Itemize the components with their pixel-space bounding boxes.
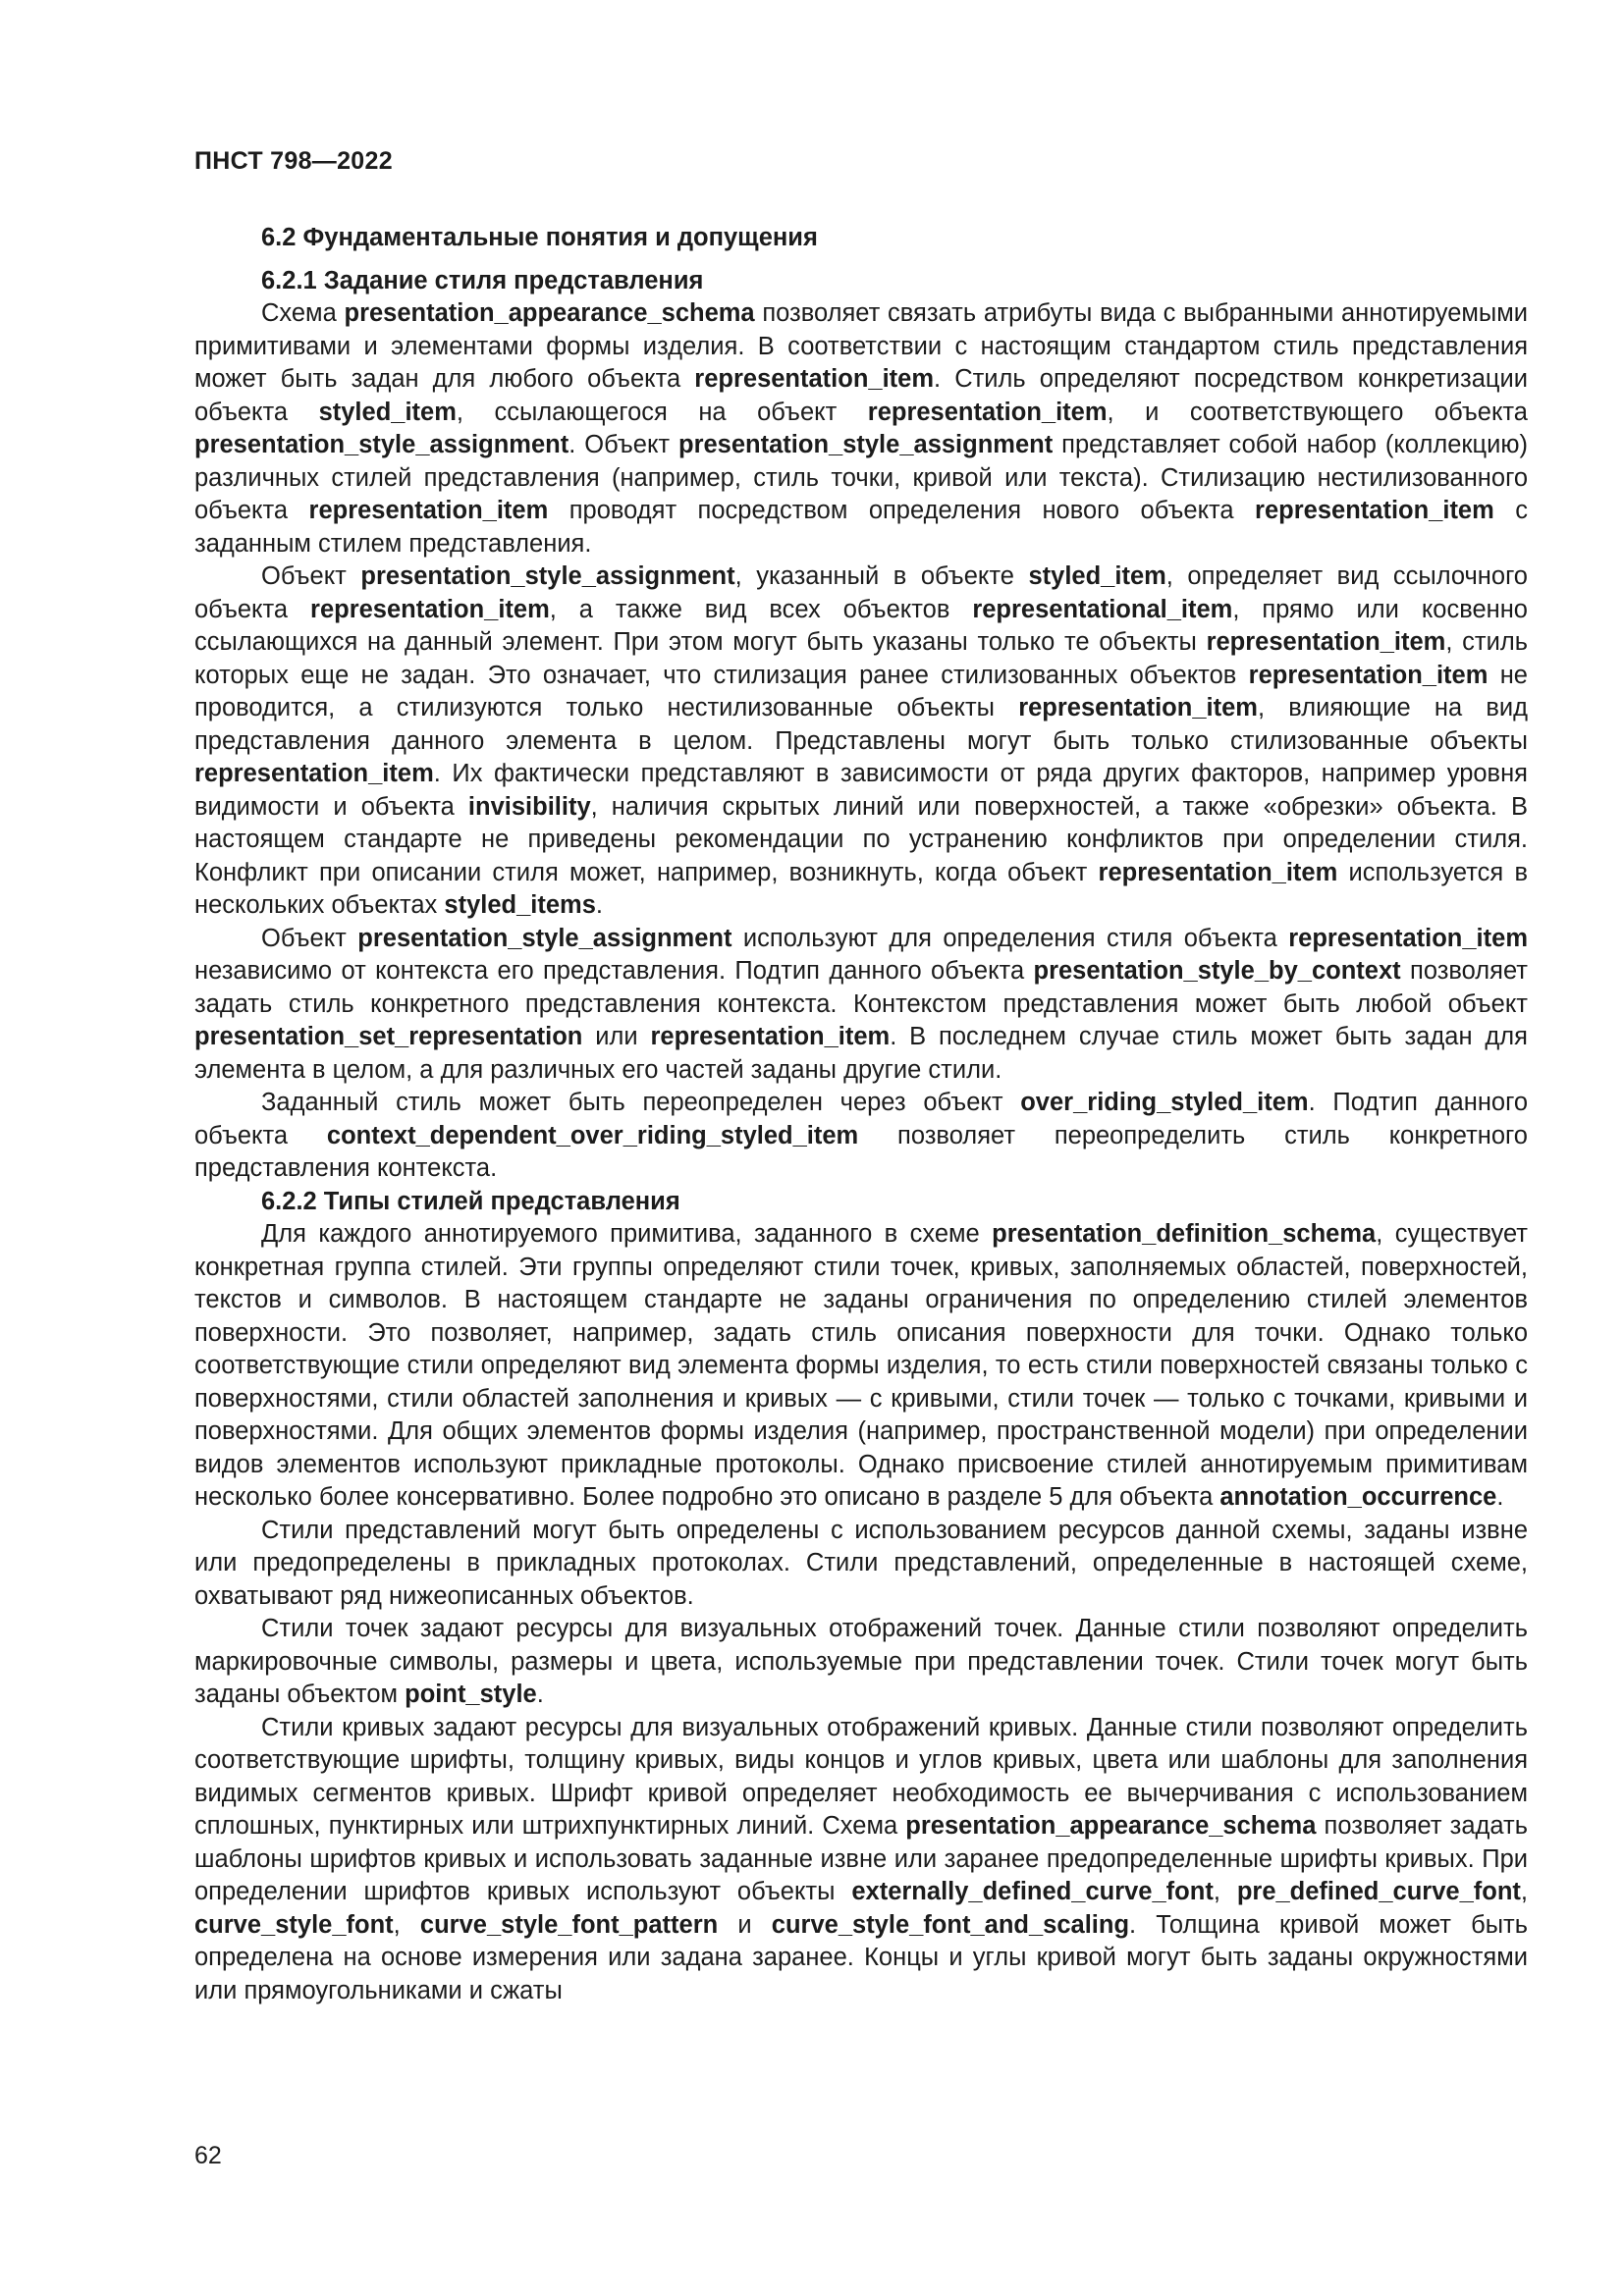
text-run: представляет собой набор (коллекцию) различных стилей представления (например, стиль точки, кривой или текста). Стилизацию нестилизованного объекта: [194, 431, 1529, 524]
identifier-term: representation_item: [310, 595, 550, 623]
identifier-term: presentation_set_representation: [194, 1023, 583, 1050]
identifier-term: externally_defined_curve_font: [851, 1878, 1214, 1905]
identifier-term: representation_item: [308, 497, 549, 524]
text-run: используют для определения стиля объекта: [731, 924, 1289, 952]
text-run: , а также вид всех объектов: [549, 595, 973, 623]
section-heading-6-2-1: 6.2.1 Задание стиля представления: [261, 266, 704, 294]
paragraph: [194, 923, 1528, 1088]
identifier-term: styled_item: [318, 398, 457, 426]
paragraph: [194, 1515, 1528, 1614]
text-run: , существует конкретная группа стилей. Эти группы определяют стили точек, кривых, заполняемых областей, поверхностей, текстов и символов. В настоящем стандарте не заданы ограничения по определению стилей элементов поверхности. Это позволяет, например, задать стиль описания поверхности для точки. Однако только соответствующие стили определяют вид элемента формы изделия, то есть стили поверхностей связаны только с поверхностями, стили областей заполнения и кривых — с кривыми, стили точек — только с точками, кривыми и поверхностями. Для общих элементов формы изделия (например, пространственной модели) при определении видов элементов используют прикладные протоколы. Однако присвоение стилей аннотируемым примитивам несколько более консервативно. Более подробно это описано в разделе 5 для объекта: [194, 1220, 1528, 1511]
text-run: ,: [393, 1910, 420, 1939]
identifier-term: context_dependent_over_riding_styled_item: [326, 1121, 859, 1149]
text-run: или: [582, 1023, 651, 1050]
page-content: [194, 222, 1528, 2007]
text-run: , и соответствующего объекта: [1107, 398, 1528, 426]
paragraph: [194, 1613, 1528, 1712]
identifier-term: point_style: [405, 1681, 537, 1708]
text-run: Стили кривых задают ресурсы для визуальных отображений кривых. Данные стили позволяют определить соответствующие шрифты, толщину кривых, виды концов и углов кривых, цвета или шаблоны для заполнения видимых сегментов кривых. Шрифт кривой определяет необходимость ее вычерчивания с использованием сплошных, пунктирных или штрихпунктирных линий. Схема: [194, 1713, 1528, 1840]
identifier-term: representation_item: [1255, 497, 1494, 524]
text-run: Схема: [261, 299, 345, 327]
text-run: и: [718, 1910, 772, 1939]
text-run: позволяет задать шаблоны шрифтов кривых и использовать заданные извне или заранее предопределенные шрифты кривых. При определении шрифтов кривых используют объекты: [194, 1812, 1528, 1905]
identifier-term: representation_item: [1018, 694, 1258, 721]
identifier-term: representation_item: [1288, 924, 1528, 952]
text-run: , стиль которых еще не задан. Это означает, что стилизация ранее стилизованных объектов: [194, 628, 1528, 689]
text-run: независимо от контекста его представления. Подтип данного объекта: [194, 957, 1034, 985]
text-run: позволяет переопределить стиль конкретного представления контекста.: [194, 1121, 1528, 1182]
text-run: Стили точек задают ресурсы для визуальных отображений точек. Данные стили позволяют определить маркировочные символы, размеры и цвета, используемые при представлении точек. Стили точек могут быть заданы объектом: [194, 1615, 1528, 1708]
text-run: Заданный стиль может быть переопределен через объект: [261, 1089, 1021, 1116]
identifier-term: over_riding_styled_item: [1020, 1089, 1309, 1116]
text-run: . Стиль определяют посредством конкретизации объекта: [194, 365, 1528, 426]
text-run: . В последнем случае стиль может быть задан для элемента в целом, а для различных его частей заданы другие стили.: [194, 1023, 1528, 1084]
text-run: , ссылающегося на объект: [456, 398, 868, 426]
text-run: .: [536, 1681, 544, 1708]
identifier-term: curve_style_font_pattern: [419, 1910, 719, 1939]
paragraph: [194, 1712, 1528, 2008]
identifier-term: representation_item: [650, 1023, 891, 1050]
identifier-term: representational_item: [972, 595, 1233, 623]
text-run: .: [595, 891, 603, 919]
identifier-term: representation_item: [867, 398, 1108, 426]
identifier-term: presentation_style_assignment: [357, 924, 732, 952]
identifier-term: invisibility: [467, 792, 591, 821]
identifier-term: presentation_style_by_context: [1033, 957, 1401, 985]
text-run: , наличия скрытых линий или поверхностей, а также «обрезки» объекта. В настоящем стандарте не приведены рекомендации по устранению конфликтов при определении стиля. Конфликт при описании стиля может, например, возникнуть, когда объект: [194, 792, 1528, 886]
identifier-term: representation_item: [194, 760, 434, 787]
identifier-term: presentation_appearance_schema: [344, 299, 755, 327]
paragraph: [194, 561, 1528, 923]
paragraph: [194, 297, 1528, 561]
text-run: , указанный в объекте: [734, 562, 1029, 590]
text-run: . Их фактически представляют в зависимости от ряда других факторов, например уровня видимости и объекта: [194, 760, 1528, 821]
identifier-term: presentation_style_assignment: [678, 431, 1054, 458]
text-run: ,: [1213, 1878, 1237, 1905]
identifier-term: representation_item: [1206, 628, 1446, 656]
text-run: используется в нескольких объектах: [194, 858, 1528, 919]
identifier-term: presentation_style_assignment: [194, 431, 569, 458]
document-code-header: ПНСТ 798—2022: [194, 147, 393, 175]
text-run: Объект: [261, 562, 361, 590]
identifier-term: representation_item: [1248, 661, 1489, 689]
text-run: проводят посредством определения нового объекта: [548, 497, 1256, 524]
section-heading-6-2-2: 6.2.2 Типы стилей представления: [261, 1187, 680, 1215]
section-heading-6-2: 6.2 Фундаментальные понятия и допущения: [261, 224, 818, 251]
text-run: , влияющие на вид представления данного элемента в целом. Представлены могут быть только стилизованные объекты: [194, 694, 1528, 755]
text-run: позволяет связать атрибуты вида с выбранными аннотируемыми примитивами и элементами формы изделия. В соответствии с настоящим стандартом стиль представления может быть задан для любого объекта: [194, 299, 1529, 393]
identifier-term: annotation_occurrence: [1219, 1483, 1497, 1511]
text-run: Стили представлений могут быть определены с использованием ресурсов данной схемы, заданы извне или предопределены в прикладных протоколах. Стили представлений, определенные в настоящей схеме, охватывают ряд нижеописанных объектов.: [194, 1516, 1528, 1610]
text-run: . Толщина кривой может быть определена на основе измерения или задана заранее. Концы и углы кривой могут быть заданы окружностями или прямоугольниками и сжаты: [194, 1910, 1528, 2004]
text-run: . Объект: [568, 431, 678, 458]
paragraph: [194, 1087, 1528, 1186]
identifier-term: styled_items: [444, 891, 596, 919]
text-run: Для каждого аннотируемого примитива, заданного в схеме: [261, 1220, 993, 1248]
identifier-term: presentation_definition_schema: [992, 1220, 1377, 1248]
identifier-term: curve_style_font: [194, 1910, 394, 1939]
text-run: Объект: [261, 924, 358, 952]
text-run: , прямо или косвенно ссылающихся на данный элемент. При этом могут быть указаны только те объекты: [194, 595, 1528, 656]
text-run: .: [1496, 1483, 1504, 1511]
identifier-term: styled_item: [1028, 562, 1166, 590]
identifier-term: representation_item: [694, 365, 935, 393]
identifier-term: pre_defined_curve_font: [1236, 1878, 1521, 1905]
text-run: не проводится, а стилизуются только нестилизованные объекты: [194, 661, 1528, 721]
text-run: позволяет задать стиль конкретного представления контекста. Контекстом представления может быть любой объект: [194, 957, 1528, 1018]
text-run: с заданным стилем представления.: [194, 497, 1528, 558]
text-run: ,: [1520, 1878, 1528, 1905]
identifier-term: curve_style_font_and_scaling: [771, 1910, 1130, 1939]
identifier-term: presentation_style_assignment: [360, 562, 735, 590]
page-number: 62: [194, 2142, 222, 2169]
text-run: . Подтип данного объекта: [194, 1089, 1529, 1149]
identifier-term: presentation_appearance_schema: [905, 1812, 1317, 1840]
paragraph: [194, 1218, 1528, 1515]
text-run: , определяет вид ссылочного объекта: [194, 562, 1528, 623]
identifier-term: representation_item: [1098, 858, 1338, 886]
